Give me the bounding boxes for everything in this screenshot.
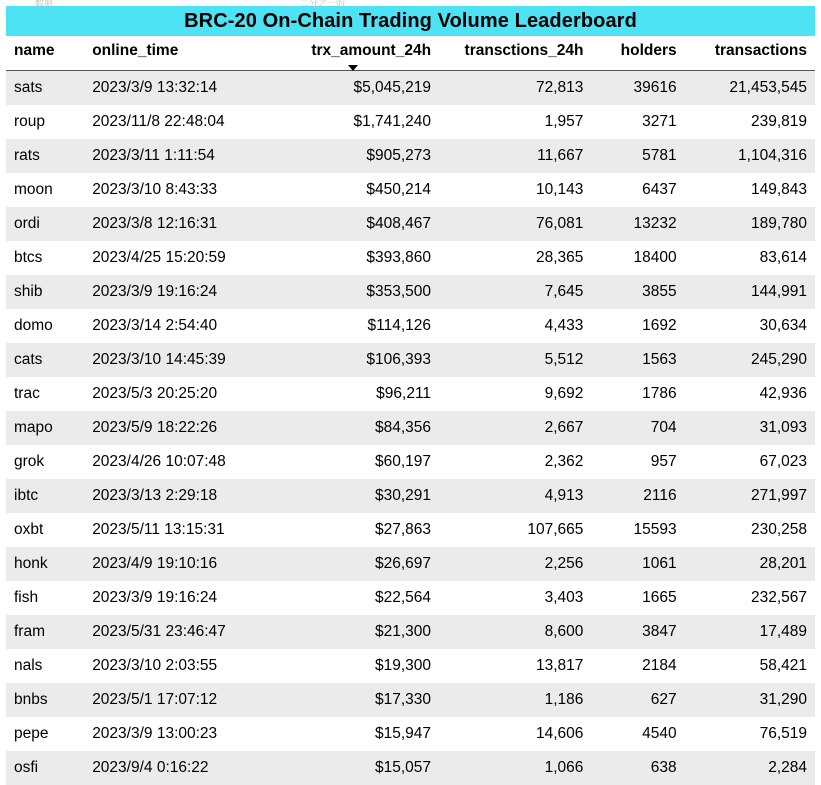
table-row[interactable] bbox=[6, 581, 815, 615]
ghost-text-left: 数据 bbox=[35, 0, 53, 8]
cell-trx-amount-24h: $26,697 bbox=[267, 547, 439, 581]
table-row[interactable] bbox=[6, 615, 815, 649]
cell-transactions: 31,290 bbox=[685, 683, 815, 717]
cell-transctions-24h: 28,365 bbox=[439, 241, 591, 275]
cell-transctions-24h: 4,433 bbox=[439, 309, 591, 343]
cell-transctions-24h: 1,066 bbox=[439, 751, 591, 785]
cell-trx-amount-24h: $1,741,240 bbox=[267, 105, 439, 139]
cell-transactions: 67,023 bbox=[685, 445, 815, 479]
table-row[interactable] bbox=[6, 683, 815, 717]
top-strip bbox=[0, 0, 821, 6]
cell-trx-amount-24h: $5,045,219 bbox=[267, 71, 439, 106]
cell-holders: 3271 bbox=[591, 105, 684, 139]
cell-online-time: 2023/3/9 19:16:24 bbox=[84, 275, 266, 309]
table-row[interactable] bbox=[6, 343, 815, 377]
column-header-transctions-24h-label: transctions_24h bbox=[465, 42, 584, 60]
column-header-transactions-label: transactions bbox=[715, 42, 807, 60]
cell-name: osfi bbox=[6, 751, 84, 785]
cell-name: cats bbox=[6, 343, 84, 377]
cell-trx-amount-24h: $27,863 bbox=[267, 513, 439, 547]
cell-transactions: 232,567 bbox=[685, 581, 815, 615]
cell-online-time: 2023/5/31 23:46:47 bbox=[84, 615, 266, 649]
cell-transctions-24h: 5,512 bbox=[439, 343, 591, 377]
column-header-trx-amount-24h[interactable] bbox=[267, 36, 439, 71]
cell-transctions-24h: 11,667 bbox=[439, 139, 591, 173]
cell-holders: 3855 bbox=[591, 275, 684, 309]
cell-online-time: 2023/3/9 13:32:14 bbox=[84, 71, 266, 106]
cell-transctions-24h: 2,256 bbox=[439, 547, 591, 581]
cell-holders: 1563 bbox=[591, 343, 684, 377]
cell-online-time: 2023/3/14 2:54:40 bbox=[84, 309, 266, 343]
cell-holders: 627 bbox=[591, 683, 684, 717]
cell-name: bnbs bbox=[6, 683, 84, 717]
column-header-trx-amount-24h-label: trx_amount_24h bbox=[311, 42, 431, 60]
table-row[interactable] bbox=[6, 751, 815, 785]
cell-holders: 15593 bbox=[591, 513, 684, 547]
leaderboard-table bbox=[6, 36, 815, 785]
table-row[interactable] bbox=[6, 377, 815, 411]
cell-transactions: 83,614 bbox=[685, 241, 815, 275]
column-header-online-time[interactable] bbox=[84, 36, 266, 71]
cell-name: fish bbox=[6, 581, 84, 615]
cell-transctions-24h: 1,186 bbox=[439, 683, 591, 717]
cell-transctions-24h: 7,645 bbox=[439, 275, 591, 309]
column-header-holders[interactable] bbox=[591, 36, 684, 71]
cell-name: domo bbox=[6, 309, 84, 343]
cell-online-time: 2023/3/10 14:45:39 bbox=[84, 343, 266, 377]
cell-transactions: 245,290 bbox=[685, 343, 815, 377]
cell-online-time: 2023/3/13 2:29:18 bbox=[84, 479, 266, 513]
cell-holders: 2184 bbox=[591, 649, 684, 683]
column-header-holders-label: holders bbox=[621, 42, 677, 60]
cell-name: honk bbox=[6, 547, 84, 581]
cell-transactions: 1,104,316 bbox=[685, 139, 815, 173]
table-row[interactable] bbox=[6, 275, 815, 309]
cell-online-time: 2023/3/9 19:16:24 bbox=[84, 581, 266, 615]
cell-transactions: 17,489 bbox=[685, 615, 815, 649]
table-row[interactable] bbox=[6, 411, 815, 445]
cell-online-time: 2023/3/8 12:16:31 bbox=[84, 207, 266, 241]
cell-online-time: 2023/3/11 1:11:54 bbox=[84, 139, 266, 173]
cell-transactions: 76,519 bbox=[685, 717, 815, 751]
cell-trx-amount-24h: $30,291 bbox=[267, 479, 439, 513]
cell-trx-amount-24h: $393,860 bbox=[267, 241, 439, 275]
cell-online-time: 2023/5/1 17:07:12 bbox=[84, 683, 266, 717]
cell-online-time: 2023/3/10 2:03:55 bbox=[84, 649, 266, 683]
cell-name: rats bbox=[6, 139, 84, 173]
cell-holders: 638 bbox=[591, 751, 684, 785]
cell-name: oxbt bbox=[6, 513, 84, 547]
cell-online-time: 2023/5/11 13:15:31 bbox=[84, 513, 266, 547]
cell-transactions: 144,991 bbox=[685, 275, 815, 309]
table-row[interactable] bbox=[6, 479, 815, 513]
cell-trx-amount-24h: $905,273 bbox=[267, 139, 439, 173]
cell-name: sats bbox=[6, 71, 84, 106]
cell-transactions: 58,421 bbox=[685, 649, 815, 683]
cell-holders: 1786 bbox=[591, 377, 684, 411]
cell-transactions: 30,634 bbox=[685, 309, 815, 343]
column-header-name-label: name bbox=[14, 42, 55, 60]
cell-name: fram bbox=[6, 615, 84, 649]
cell-transctions-24h: 107,665 bbox=[439, 513, 591, 547]
cell-holders: 1061 bbox=[591, 547, 684, 581]
cell-name: moon bbox=[6, 173, 84, 207]
cell-name: roup bbox=[6, 105, 84, 139]
cell-trx-amount-24h: $17,330 bbox=[267, 683, 439, 717]
table-row[interactable] bbox=[6, 71, 815, 106]
cell-transctions-24h: 72,813 bbox=[439, 71, 591, 106]
cell-holders: 957 bbox=[591, 445, 684, 479]
cell-transactions: 230,258 bbox=[685, 513, 815, 547]
cell-transactions: 28,201 bbox=[685, 547, 815, 581]
table-row[interactable] bbox=[6, 547, 815, 581]
cell-name: ordi bbox=[6, 207, 84, 241]
cell-transctions-24h: 8,600 bbox=[439, 615, 591, 649]
cell-holders: 4540 bbox=[591, 717, 684, 751]
table-row[interactable] bbox=[6, 173, 815, 207]
cell-trx-amount-24h: $96,211 bbox=[267, 377, 439, 411]
cell-holders: 18400 bbox=[591, 241, 684, 275]
cell-transctions-24h: 14,606 bbox=[439, 717, 591, 751]
table-row[interactable] bbox=[6, 445, 815, 479]
page-title: BRC-20 On-Chain Trading Volume Leaderboard bbox=[184, 10, 637, 33]
cell-transctions-24h: 2,362 bbox=[439, 445, 591, 479]
cell-transctions-24h: 1,957 bbox=[439, 105, 591, 139]
cell-transctions-24h: 13,817 bbox=[439, 649, 591, 683]
cell-transactions: 2,284 bbox=[685, 751, 815, 785]
cell-name: nals bbox=[6, 649, 84, 683]
table-row[interactable] bbox=[6, 649, 815, 683]
cell-online-time: 2023/9/4 0:16:22 bbox=[84, 751, 266, 785]
cell-trx-amount-24h: $408,467 bbox=[267, 207, 439, 241]
cell-trx-amount-24h: $15,057 bbox=[267, 751, 439, 785]
cell-online-time: 2023/5/9 18:22:26 bbox=[84, 411, 266, 445]
cell-trx-amount-24h: $353,500 bbox=[267, 275, 439, 309]
table-row[interactable] bbox=[6, 105, 815, 139]
cell-name: ibtc bbox=[6, 479, 84, 513]
cell-trx-amount-24h: $60,197 bbox=[267, 445, 439, 479]
cell-trx-amount-24h: $84,356 bbox=[267, 411, 439, 445]
title-bar bbox=[6, 6, 815, 36]
cell-transctions-24h: 3,403 bbox=[439, 581, 591, 615]
cell-transactions: 271,997 bbox=[685, 479, 815, 513]
cell-name: pepe bbox=[6, 717, 84, 751]
cell-transctions-24h: 76,081 bbox=[439, 207, 591, 241]
cell-trx-amount-24h: $450,214 bbox=[267, 173, 439, 207]
cell-holders: 5781 bbox=[591, 139, 684, 173]
table-header bbox=[6, 36, 815, 71]
cell-transctions-24h: 9,692 bbox=[439, 377, 591, 411]
cell-online-time: 2023/4/25 15:20:59 bbox=[84, 241, 266, 275]
cell-online-time: 2023/3/9 13:00:23 bbox=[84, 717, 266, 751]
cell-trx-amount-24h: $114,126 bbox=[267, 309, 439, 343]
cell-transctions-24h: 2,667 bbox=[439, 411, 591, 445]
cell-online-time: 2023/4/26 10:07:48 bbox=[84, 445, 266, 479]
table-row[interactable] bbox=[6, 717, 815, 751]
cell-online-time: 2023/5/3 20:25:20 bbox=[84, 377, 266, 411]
cell-holders: 704 bbox=[591, 411, 684, 445]
cell-name: trac bbox=[6, 377, 84, 411]
cell-online-time: 2023/3/10 8:43:33 bbox=[84, 173, 266, 207]
table-row[interactable] bbox=[6, 513, 815, 547]
table-row[interactable] bbox=[6, 139, 815, 173]
table-row[interactable] bbox=[6, 207, 815, 241]
table-row[interactable] bbox=[6, 309, 815, 343]
column-header-transactions[interactable] bbox=[685, 36, 815, 71]
cell-holders: 3847 bbox=[591, 615, 684, 649]
sort-descending-icon bbox=[348, 65, 358, 71]
cell-holders: 1665 bbox=[591, 581, 684, 615]
cell-transactions: 42,936 bbox=[685, 377, 815, 411]
ghost-text-right: 二分之一的 bbox=[300, 0, 345, 8]
cell-transactions: 239,819 bbox=[685, 105, 815, 139]
table-row[interactable] bbox=[6, 241, 815, 275]
table-header-row bbox=[6, 36, 815, 71]
cell-name: grok bbox=[6, 445, 84, 479]
cell-transactions: 189,780 bbox=[685, 207, 815, 241]
cell-trx-amount-24h: $22,564 bbox=[267, 581, 439, 615]
cell-holders: 2116 bbox=[591, 479, 684, 513]
cell-name: mapo bbox=[6, 411, 84, 445]
cell-online-time: 2023/11/8 22:48:04 bbox=[84, 105, 266, 139]
cell-name: btcs bbox=[6, 241, 84, 275]
column-header-transctions-24h[interactable] bbox=[439, 36, 591, 71]
column-header-online-time-label: online_time bbox=[92, 42, 178, 60]
cell-trx-amount-24h: $19,300 bbox=[267, 649, 439, 683]
cell-holders: 6437 bbox=[591, 173, 684, 207]
cell-name: shib bbox=[6, 275, 84, 309]
cell-transactions: 149,843 bbox=[685, 173, 815, 207]
cell-transactions: 31,093 bbox=[685, 411, 815, 445]
column-header-name[interactable] bbox=[6, 36, 84, 71]
cell-transctions-24h: 4,913 bbox=[439, 479, 591, 513]
table-body bbox=[6, 71, 815, 785]
cell-trx-amount-24h: $15,947 bbox=[267, 717, 439, 751]
cell-transctions-24h: 10,143 bbox=[439, 173, 591, 207]
cell-transactions: 21,453,545 bbox=[685, 71, 815, 106]
cell-holders: 39616 bbox=[591, 71, 684, 106]
cell-trx-amount-24h: $21,300 bbox=[267, 615, 439, 649]
cell-holders: 13232 bbox=[591, 207, 684, 241]
cell-trx-amount-24h: $106,393 bbox=[267, 343, 439, 377]
cell-holders: 1692 bbox=[591, 309, 684, 343]
cell-online-time: 2023/4/9 19:10:16 bbox=[84, 547, 266, 581]
